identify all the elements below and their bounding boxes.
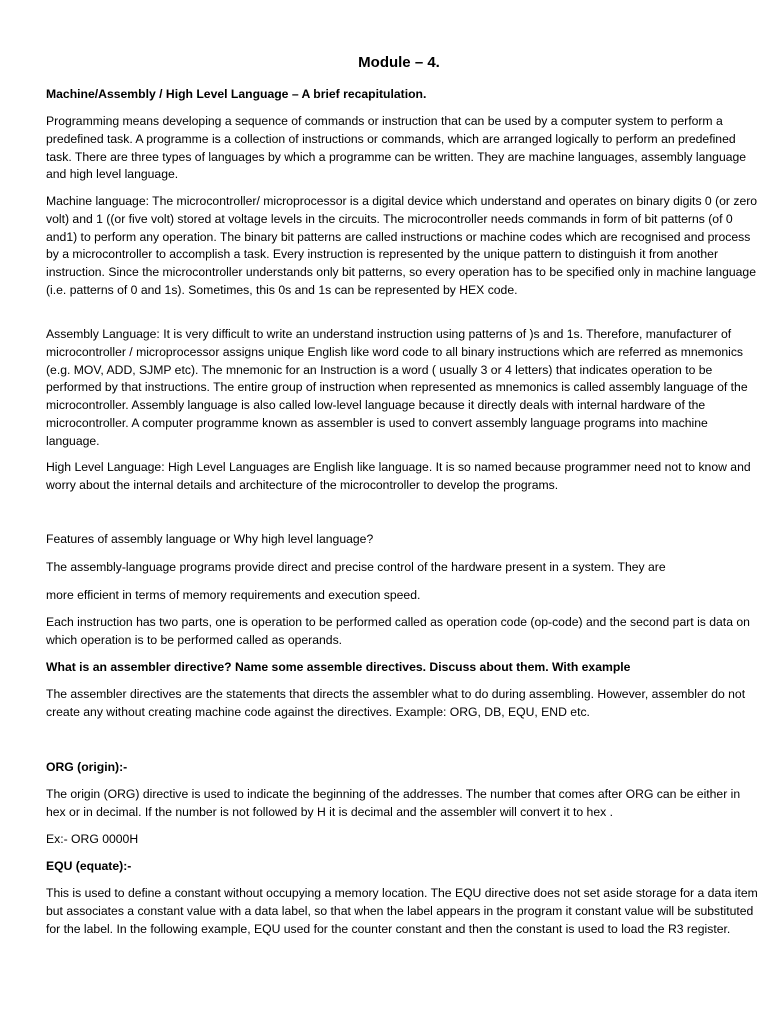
paragraph-equ: This is used to define a constant without occupying a memory location. The EQU directive does not set aside storage for a data item but associates a constant value with a data label, so that when the label appears in the program it constant value will be substituted for the label. In the following example, EQU used for the counter constant and then the constant is used to load the R3 register. [46,886,758,936]
section-heading-equ: EQU (equate):- [46,859,132,873]
paragraph-org-example: Ex:- ORG 0000H [46,832,139,846]
paragraph-directives: The assembler directives are the statements that directs the assembler what to do during assembling. However, assembler do not create any without creating machine code against the directives. Example: ORG, DB, EQU, END etc. [46,687,746,719]
section-heading-assembler-directive: What is an assembler directive? Name some assemble directives. Discuss about them. With example [46,660,631,674]
section-heading-languages: Machine/Assembly / High Level Language – A brief recapitulation. [46,87,427,101]
paragraph-machine-language: Machine language: The microcontroller/ microprocessor is a digital device which understand and operates on binary digits 0 (or zero volt) and 1 ((or five volt) stored at voltage levels in the circuits. The microcontroller needs commands in form of bit patterns (of 0 and1) to perform any operation. The binary bit patterns are called instructions or machine codes which are recognised and process by a microcontroller to accomplish a task. Every instruction is represented by the unique pattern to distinguish it from another instruction. Since the microcontroller understands only bit patterns, so every operation has to be specified only in machine language (i.e. patterns of 0 and 1s). Sometimes, this 0s and 1s can be represented by HEX code. [46,194,758,297]
section-heading-org: ORG (origin):- [46,760,128,774]
paragraph-efficiency: more efficient in terms of memory requirements and execution speed. [46,588,421,602]
paragraph-programming: Programming means developing a sequence of commands or instruction that can be used by a computer system to perform a predefined task. A programme is a collection of instructions or commands, which are arranged logically to perform an predefined task. There are three types of languages by which a programme can be written. They are machine languages, assembly language and high level language. [46,114,747,182]
paragraph-instruction-parts: Each instruction has two parts, one is operation to be performed called as operation code (op-code) and the second part is data on which operation is to be performed called as operands. [46,615,750,647]
paragraph-assembly-control: The assembly-language programs provide direct and precise control of the hardware present in a system. They are [46,560,666,574]
paragraph-features-question: Features of assembly language or Why high level language? [46,532,374,546]
paragraph-org: The origin (ORG) directive is used to indicate the beginning of the addresses. The number that comes after ORG can be either in hex or in decimal. If the number is not followed by H it is decimal and the assembler will convert it to hex . [46,787,741,819]
paragraph-high-level-language: High Level Language: High Level Languages are English like language. It is so named because programmer need not to know and worry about the internal details and architecture of the microcontroller to develop the programs. [46,460,751,492]
page-title: Module – 4. [358,54,440,71]
paragraph-assembly-language: Assembly Language: It is very difficult to write an understand instruction using patterns of )s and 1s. Therefore, manufacturer of microcontroller / microprocessor assigns unique English like word code to all binary instructions which are referred as mnemonics (e.g. MOV, ADD, SJMP etc). The mnemonic for an Instruction is a word ( usually 3 or 4 letters) that indicates operation to be performed by that instructions. The entire group of instruction when represented as mnemonics is called assembly language of the microcontroller. Assembly language is also called low-level language because it directly deals with internal hardware of the microcontroller. A computer programme known as assembler is used to convert assembly language programs into machine language. [46,327,748,448]
